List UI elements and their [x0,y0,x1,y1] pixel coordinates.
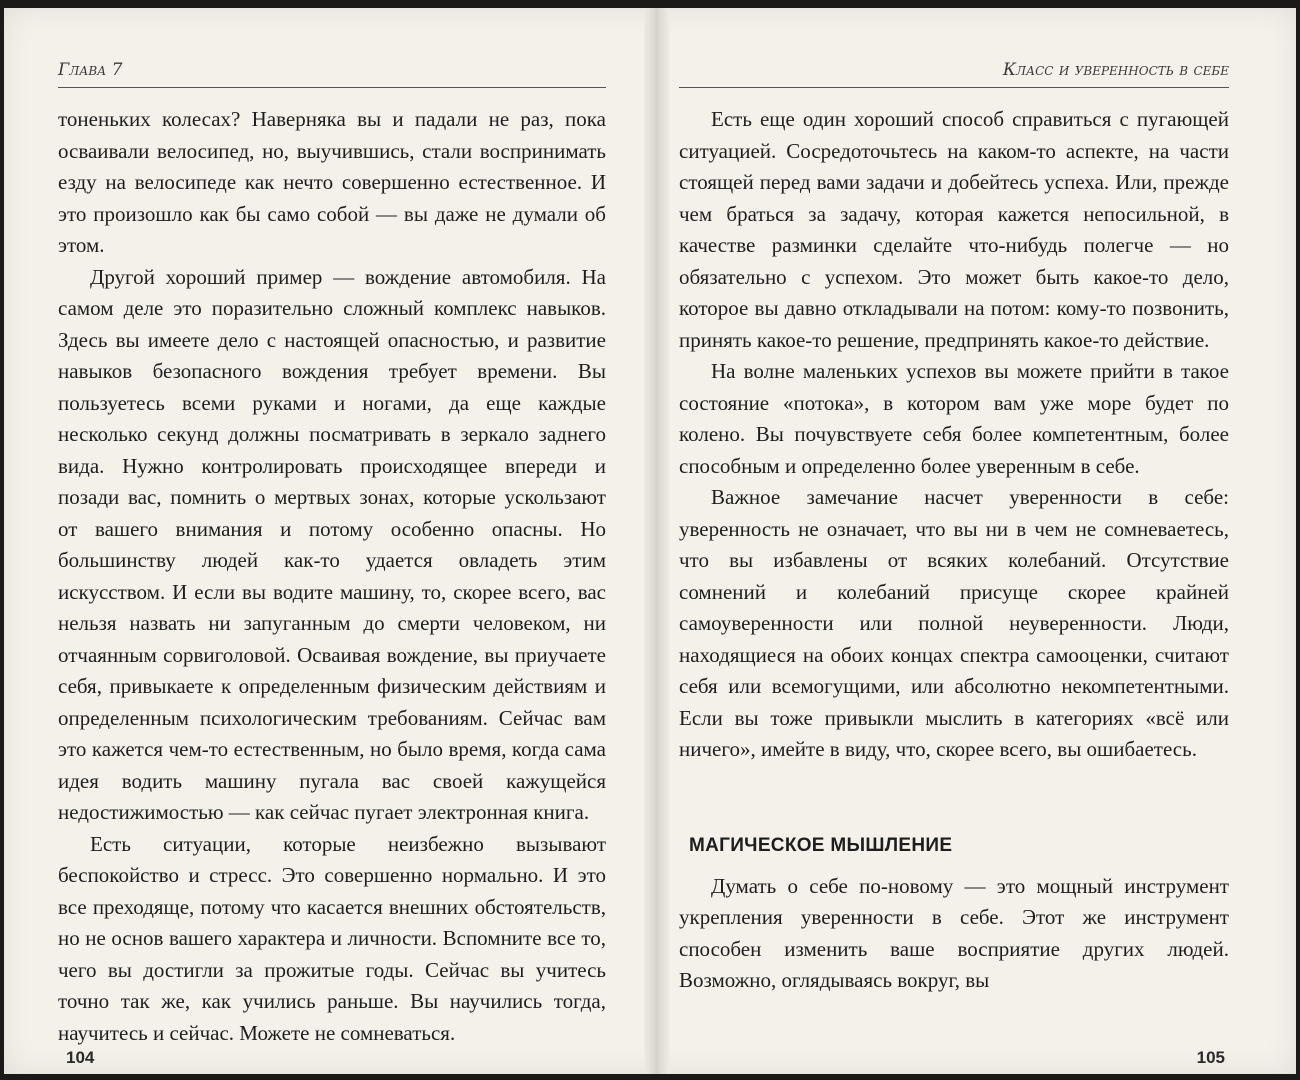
page-number-left: 104 [66,1048,95,1067]
paragraph: На волне маленьких успехов вы можете прийти в такое состояние «потока», в котором вам уже море будет по колено. Вы почувствуете себя более компетентным, более способным и определенно более уверенным в себе. [679,359,1229,478]
running-head-left: Глава 7 [58,60,123,80]
left-page-body [58,104,606,1049]
header-rule-right [679,87,1229,88]
paragraph: Думать о себе по-новому — это мощный инструмент укрепления уверенности в себе. Этот же инструмент способен изменить ваше восприятие других людей. Возможно, оглядываясь вокруг, вы [679,873,1229,992]
left-page [58,8,606,1074]
right-page [679,8,1229,1074]
paragraph: Другой хороший пример — вождение автомобиля. На самом деле это поразительно сложный комплекс навыков. Здесь вы имеете дело с настоящей опасностью, и развитие навыков безопасного вождения требует времени. Вы пользуетесь всеми руками и ногами, да еще каждые несколько секунд должны посматривать в зеркало заднего вида. Нужно контролировать происходящее впереди и позади вас, помнить о мертвых зонах, которые ускользают от вашего внимания и потому особенно опасны. Но большинству людей как-то удается овладеть этим искусством. И если вы водите машину, то, скорее всего, вас нельзя назвать ни запуганным до смерти человеком, ни отчаянным сорвиголовой. Осваивая вождение, вы приучаете себя, привыкаете к определенным физическим действиям и определенным психологическим требованиям. Сейчас вам это кажется чем-то естественным, но было время, когда сама идея водить машину пугала вас своей кажущейся недостижимостью — как сейчас пугает электронная книга. [58,264,606,824]
right-page-body [679,104,1229,997]
paragraph: Есть еще один хороший способ справиться с пугающей ситуацией. Сосредоточьтесь на каком-то аспекте, на части стоящей перед вами задачи и добейтесь успеха. Или, прежде чем браться за задачу, которая кажется непосильной, в качестве разминки сделайте что-нибудь полегче — но обязательно с успехом. Это может быть какое-то дело, которое вы давно откладывали на потом: кому-то позвонить, принять какое-то решение, предпринять какое-то действие. [679,107,1229,352]
running-head-right: Класс и уверенность в себе [1002,60,1229,80]
book-gutter [644,8,670,1074]
header-rule-left [58,87,606,88]
section-heading: МАГИЧЕСКОЕ МЫШЛЕНИЕ [689,834,953,856]
page-number-right: 105 [1196,1048,1225,1067]
book-spread [4,8,1296,1074]
paragraph: тоненьких колесах? Наверняка вы и падали не раз, пока осваивали велосипед, но, выучившись, стали воспринимать езду на велосипеде как нечто совершенно естественное. И это произошло как бы само собой — вы даже не думали об этом. [58,107,606,257]
paragraph: Важное замечание насчет уверенности в себе: уверенность не означает, что вы ни в чем не сомневаетесь, что вы избавлены от всяких колебаний. Отсутствие сомнений и колебаний присуще скорее крайней самоуверенности или полной неуверенности. Люди, находящиеся на обоих концах спектра самооценки, считают себя или всемогущими, или абсолютно некомпетентными. Если вы тоже привыкли мыслить в категориях «всё или ничего», имейте в виду, что, скорее всего, вы ошибаетесь. [679,485,1229,761]
paragraph: Есть ситуации, которые неизбежно вызывают беспокойство и стресс. Это совершенно нормально. И это все преходяще, потому что касается внешних обстоятельств, но не основ вашего характера и личности. Вспомните все то, чего вы достигли за прожитые годы. Сейчас вы учитесь точно так же, как учились раньше. Вы научились тогда, научитесь и сейчас. Можете не сомневаться. [58,831,606,1045]
